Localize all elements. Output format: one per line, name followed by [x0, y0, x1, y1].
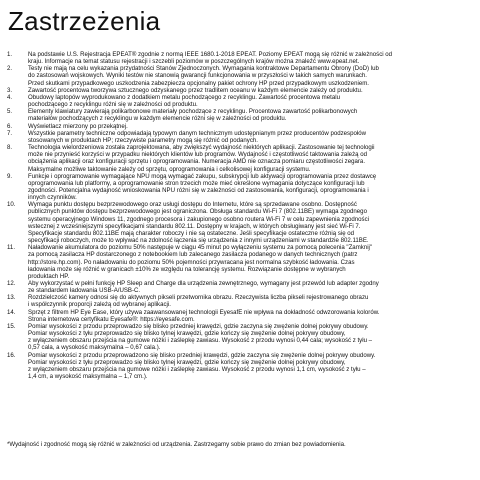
- list-item: [6, 352, 472, 381]
- item-number: 3.: [7, 86, 13, 94]
- item-text: Na podstawie U.S. Rejestracja EPEAT® zgodnie z normą IEEE 1680.1-2018 EPEAT. Poziomy EPEAT mogą się różnić w zależności od kraju. Informacje na temat statusu rejestracji i szczebli poziomów w poszczególnych krajów można znaleźć www.epeat.net.: [28, 51, 393, 66]
- item-text: Sprzęt z filtrem HP Eye Ease, który używa zaawansowanej technologii EyesafE nie wpływa na dokładność odwzorowania kolorów. Strona internetowa certyfikatu Eyesafe®: https://eyesafe.com.: [28, 308, 380, 323]
- item-text: Rozdzielczość kamery odnosi się do aktywnych pikseli przetwornika obrazu. Rzeczywista liczba pikseli rejestrowanego obrazu i współczynnik proporcji zależą od wybranej aplikacji.: [28, 294, 369, 309]
- item-number: 13.: [7, 294, 16, 302]
- list-item: [6, 130, 472, 144]
- item-number: 15.: [7, 322, 16, 330]
- item-text: Technologia wielordzeniowa została zaprojektowana, aby zwiększyć wydajność niektórych aplikacji. Zastosowanie tej technologii może nie przynieść korzyści w przypadku niektórych klientów lub programów. Wydajność i częstotliwość taktowania zależą od obciążenia aplikacji oraz konfiguracji sprzętu i oprogramowania. Numeracja AMD nie oznacza pomiaru częstotliwości zegara. Maksymalne możliwe taktowanie zależy od sprzętu, oprogramowania i celkolisowej konfiguracji systemu.: [28, 144, 375, 173]
- list-item: [6, 201, 472, 244]
- item-number: 1.: [7, 51, 13, 58]
- item-number: 10.: [7, 201, 16, 209]
- list-item: [6, 294, 472, 308]
- item-number: 7.: [7, 129, 13, 137]
- item-text: Pomiar wysokości z przodu przeprowadzono się blisko przedniej krawędzi, gdzie zaczyna się zwężenie dolnej pokrywy obudowy. Pomiar wysokości z tyłu przeprowadzo się blisko tylnej krawędzi, gdzie kończy się zwężenie dolnej pokrywy obudowy, z wyłączeniem obszaru przejścia na gumowe nóżki i zaślepkę zawiasu. Wysokość z przodu wynosi 1,1 cm, wysokość z tyłu – 1,4 cm, a wysokość maksymalna – 1,7 cm.).: [28, 351, 376, 381]
- list-item: [6, 108, 472, 122]
- item-number: 14.: [7, 308, 16, 316]
- list-item: [6, 309, 472, 323]
- list-item: [6, 65, 472, 86]
- item-number: 9.: [7, 172, 13, 180]
- item-number: 6.: [7, 122, 13, 130]
- item-number: 16.: [7, 351, 16, 359]
- list-item: [6, 87, 472, 94]
- item-text: Obudowy laptopów wyprodukowano z dodatkiem metalu pochodzącego z recyklingu. Zawartość procentowa metalu pochodzącego z recyklingu różni się w zależności od produktu.: [28, 93, 340, 109]
- disclaimer-list: [6, 51, 472, 380]
- list-item: [6, 280, 472, 294]
- item-number: 2.: [7, 65, 13, 73]
- list-item: [6, 94, 472, 108]
- page-title: Zastrzeżenia: [8, 6, 161, 36]
- item-text: Pomiar wysokości z przodu przeprowadzo się blisko przedniej krawędzi, gdzie zaczyna się zwężenie dolnej pokrywy obudowy. Pomiar wysokości z tyłu przeprowadzo się blisko tylnej krawędzi, gdzie kończy się zwężenie dolnej pokrywy obudowy, z wyłączeniem obszaru przejścia na gumowe nóżki i zaślepkę zawiasu. Wysokość z przodu wynosi 0,44 cala; wysokość z tyłu – 0,57 cala, a wysokość maksymalna – 0,67 cala.).: [28, 322, 373, 352]
- footnote: *Wydajność i zgodność mogą się różnić w zależności od urządzenia. Zastrzegamy sobie prawo do zmian bez powiadomienia.: [7, 441, 346, 448]
- list-item: [6, 51, 472, 65]
- item-text: Funkcje i oprogramowanie wymagające NPU mogą wymagać zakupu, subskrypcji lub aktywacji oprogramowania przez dostawcę oprogramowania lub platformy, a oprogramowanie stron trzecich może mieć określone wymagania dotyczące konfiguracji lub zgodności. Potencjalna wydajność wnioskowania NPU różni się w zależności od zastosowania, konfiguracji, oprogramowania i innych czynników.: [28, 172, 377, 202]
- item-text: Aby wykorzystać w pełni funkcję HP Sleep and Charge dla urządzenia zewnętrznego, wymagany jest przewód lub adapter zgodny ze standardem ładowania USB-A/USB-C.: [28, 280, 379, 295]
- item-text: Wymaga punktu dostępu bezprzewodowego oraz usługi dostępu do Internetu, które są sprzedawane osobno. Dostępność publicznych punktów dostępu bezprzewodowego jest ograniczona. Obsługa standardu Wi-Fi 7 (802.11BE) wymaga zgodnego systemu operacyjnego Windows 11, zgodnego procesora i zakupionego osobno routera Wi-Fi 7 w celu zapewnienia zgodności wstecznej z wcześniejszymi specyfikacjami standardu 802.11. Dostępny w krajach, w których obsługiwany jest sieć Wi-Fi 7. Specyfikacje standardu 802.11BE mają charakter roboczy i nie są ostateczne. Jeśli specyfikacje ostateczne różnią się od specyfikacji roboczych, może to wpływać na zdolność łączenia się urządzenia z innymi urządzeniami w standardzie 802.11BE.: [28, 201, 369, 245]
- item-text: Testy nie mają na celu wykazania przydatności Stanów Zjednoczonych. Wymagania kontraktowe Departamentu Obrony (DoD) lub do zastosowań wojskowych. Wyniki testów nie stanowią gwarancji funkcjonowania w przyszłości w takich samych warunkach. Przed skutkami przypadkowego uszkodzenia zabezpiecza opcjonalny pakiet ochrony HP przed przypadkowym uszkodzeniem.: [28, 65, 379, 87]
- item-number: 8.: [7, 144, 13, 152]
- item-text: Naładowanie akumulatora do poziomu 50% następuje w ciągu 45 minut po wyłączeniu systemu za pomocą polecenia "Zamknij" za pomocą zasilacza HP dostarczonego z notebookiem lub zalecanego zasilacza podanego w danych technicznych (patrz http://store.hp.com). Po naładowaniu do poziomu 50% pojemności przywracana jest normalna szybkość ładowania. Czas ładowania może się różnić w granicach ±10% ze względu na tolerancję systemu. Rozwiązanie dostępne w wybranych produktach HP.: [28, 244, 373, 280]
- item-text: Wszystkie parametry techniczne odpowiadają typowym danym technicznym udostępnianym przez producentów podzespołów stosowanych w produktach HP; rzeczywiste parametry mogą się różnić od podanych.: [28, 129, 367, 144]
- item-text: Zawartość procentowa tworzywa sztucznego odzyskanego przez tradlitem oceanu w każdym elemencie zależy od produktu.: [28, 86, 363, 94]
- item-number: 11.: [7, 244, 16, 252]
- list-item: [6, 173, 472, 202]
- item-text: Elementy klawiatury zawierają polikarbonowe materiały pochodzące z recyklingu. Procentowa zawartość polikarbonowych materiałów pochodzących z recyklingu w każdym elemencie różni się w zależności od produktu.: [28, 108, 358, 123]
- item-number: 5.: [7, 108, 13, 116]
- item-number: 4.: [7, 93, 13, 101]
- list-item: [6, 144, 472, 173]
- list-item: [6, 244, 472, 280]
- item-number: 12.: [7, 280, 16, 287]
- list-item: [6, 123, 472, 130]
- item-text: Wyświetlacz mierzony po przekątnej.: [28, 122, 128, 130]
- list-item: [6, 323, 472, 352]
